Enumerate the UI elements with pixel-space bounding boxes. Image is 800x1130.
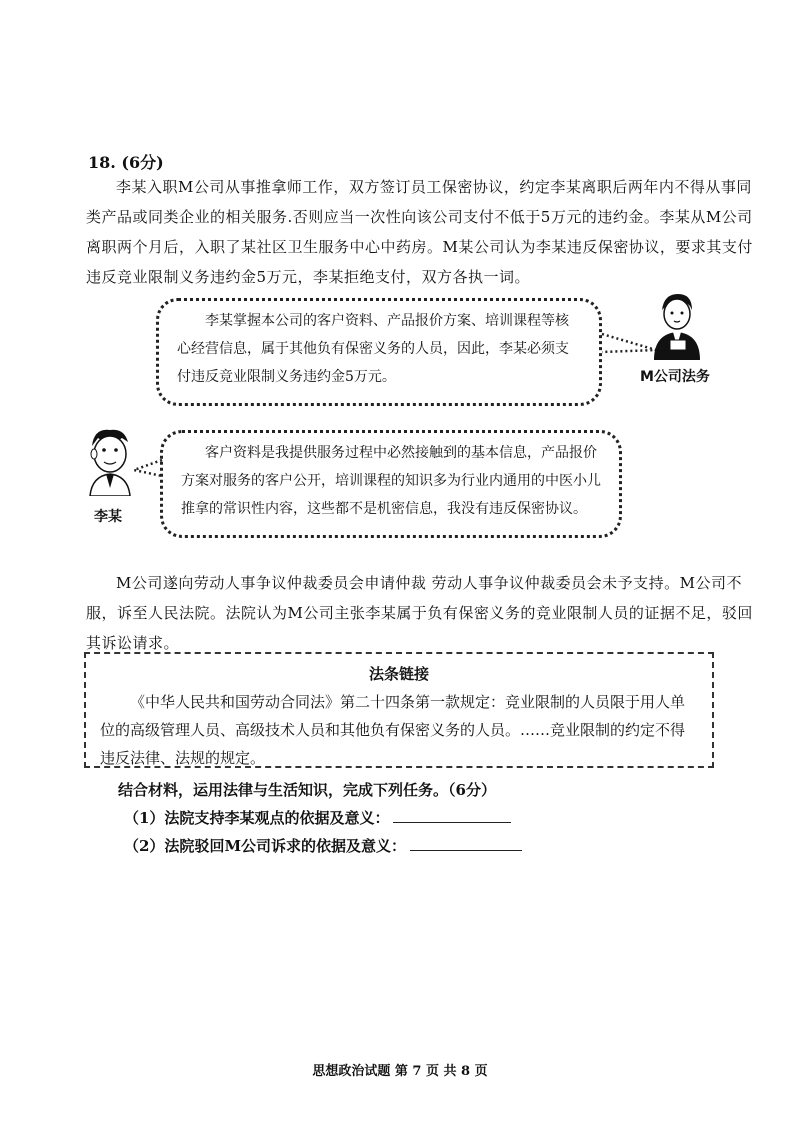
task-item-2-text: （2）法院驳回M公司诉求的依据及意义： [124, 837, 407, 855]
answer-blank-2[interactable] [410, 834, 522, 851]
li-speech-bubble [160, 430, 622, 538]
company-lawyer-label: M公司法务 [640, 369, 710, 385]
law-link-text: 《中华人民共和国劳动合同法》第二十四条第一款规定：竞业限制的人员限于用人单位的高级管理人员、高级技术人员和其他负有保密义务的人员。……竞业限制的约定不得违反法律、法规的规定。 [100, 693, 686, 767]
company-lawyer-illustration-icon [640, 288, 712, 360]
company-speech-bubble [156, 298, 602, 406]
outcome-paragraph: M公司遂向劳动人事争议仲裁委员会申请仲裁 劳动人事争议仲裁委员会未予支持。M公司不服，诉至人民法院。法院认为M公司主张李某属于负有保密义务的竞业限制人员的证据不足，驳回其诉讼请求。 [86, 574, 753, 652]
task-item-1 [124, 804, 511, 832]
scenario-paragraph: 李某入职M公司从事推拿师工作，双方签订员工保密协议，约定李某离职后两年内不得从事同类产品或同类企业的相关服务.否则应当一次性向该公司支付不低于5万元的违约金。李某从M公司离职两个月后，入职了某社区卫生服务中心中药房。M某公司认为李某违反保密协议，要求其支付违反竞业限制义务违约金5万元，李某拒绝支付，双方各执一词。 [86, 178, 753, 286]
li-speech-text: 客户资料是我提供服务过程中必然接触到的基本信息，产品报价方案对服务的客户公开，培训课程的知识多为行业内通用的中医小儿推拿的常识性内容，这些都不是机密信息，我没有违反保密协议。 [181, 445, 601, 517]
li-label: 李某 [94, 509, 122, 525]
answer-blank-1[interactable] [393, 806, 511, 823]
task-item-1-text: （1）法院支持李某观点的依据及意义： [124, 809, 390, 827]
task-item-2 [124, 832, 522, 860]
page-footer: 思想政治试题 第 7 页 共 8 页 [312, 1064, 488, 1079]
law-link-title: 法条链接 [368, 665, 429, 683]
li-illustration-icon [76, 424, 148, 496]
task-intro: 结合材料，运用法律与生活知识，完成下列任务。（6分） [118, 781, 496, 799]
company-speech-text: 李某掌握本公司的客户资料、产品报价方案、培训课程等核心经营信息，属于其他负有保密义务的人员，因此，李某必须支付违反竞业限制义务违约金5万元。 [177, 313, 569, 385]
law-link-box [84, 652, 714, 768]
question-number: 18. (6分) [88, 153, 164, 172]
